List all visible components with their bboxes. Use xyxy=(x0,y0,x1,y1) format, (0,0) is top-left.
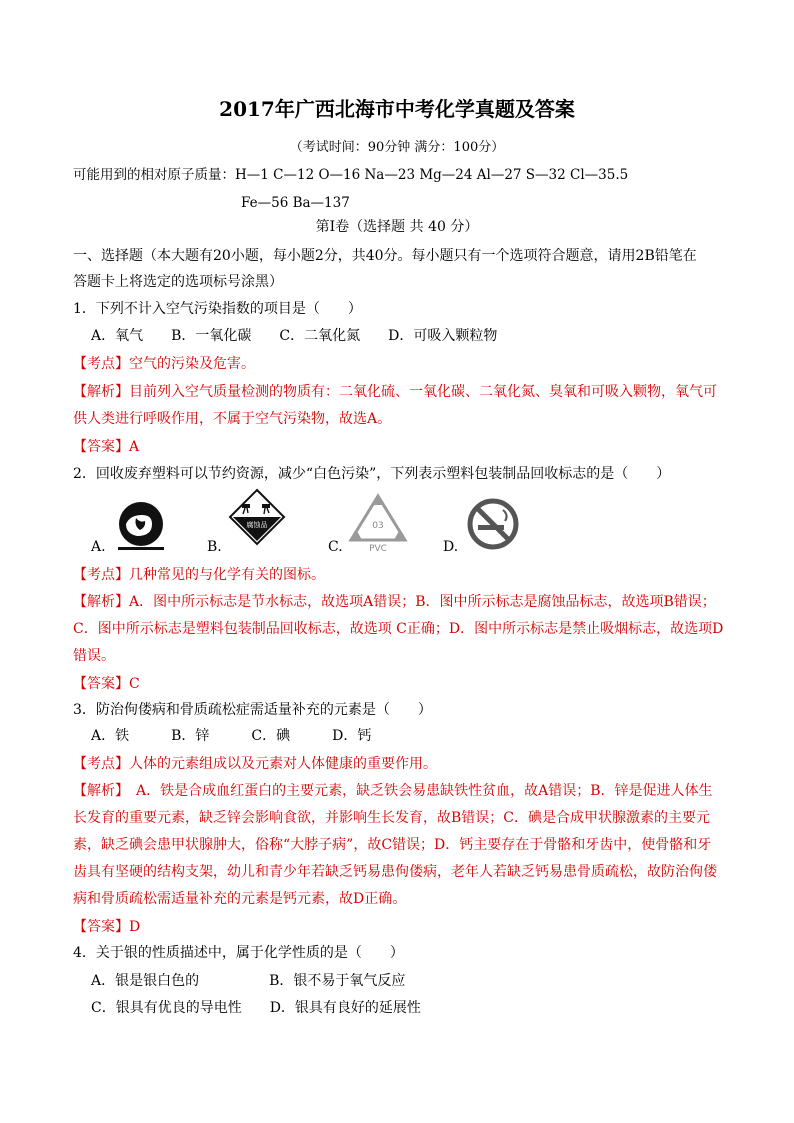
q3-jiexi-line-2: 长发育的重要元素，缺乏锌会影响食欲，并影响生长发育，故B错误；C．碘是合成甲状腺激素的主要元 xyxy=(73,810,710,826)
q4-options-line-2: C．银具有优良的导电性 D．银具有良好的延展性 xyxy=(91,1000,421,1016)
q3-jiexi-line-5: 病和骨质疏松需适量补充的元素是钙元素，故D正确。 xyxy=(73,891,407,907)
q3-answer: 【答案】D xyxy=(73,919,141,935)
pvc-sign-text: PVC xyxy=(369,544,387,554)
q1-jiexi-line-2: 供人类进行呼吸作用，不属于空气污染物，故选A。 xyxy=(73,411,392,427)
q2-stem: 2．回收废弃塑料可以节约资源，减少“白色污染”，下列表示塑料包装制品回收标志的是（ ） xyxy=(73,466,671,482)
corrosive-sign-text: 腐蚀品 xyxy=(246,521,268,529)
q3-jiexi-line-4: 齿具有坚硬的结构支架，幼儿和青少年若缺乏钙易患佝偻病，老年人若缺乏钙易患骨质疏松，故防治佝偻 xyxy=(73,864,717,880)
section-instruction-line-2: 答题卡上将选定的选项标号涂黑） xyxy=(73,274,283,290)
q3-jiexi-line-1: 【解析】 A．铁是合成血红蛋白的主要元素，缺乏铁会易患缺铁性贫血，故A错误；B．锌是促进人体生 xyxy=(73,783,713,799)
exam-info: （考试时间：90分钟 满分：100分） xyxy=(289,140,505,155)
pvc-sign-number: 03 xyxy=(372,521,384,531)
q3-stem: 3．防治佝偻病和骨质疏松症需适量补充的元素是（ ） xyxy=(73,702,432,718)
section-instruction-line-1: 一、选择题（本大题有20小题，每小题2分，共40分。每小题只有一个选项符合题意，请用2B铅笔在 xyxy=(73,248,697,264)
water-saving-sign-icon xyxy=(112,500,170,552)
q2-kaodian: 【考点】几种常见的与化学有关的图标。 xyxy=(73,567,325,583)
page-title: 2017年广西北海市中考化学真题及答案 xyxy=(219,97,575,121)
pvc-recycling-sign-icon xyxy=(345,490,411,554)
q3-kaodian: 【考点】人体的元素组成以及元素对人体健康的重要作用。 xyxy=(73,756,437,772)
q2-option-d-label: D. xyxy=(443,539,459,555)
atomic-mass-line-2: Fe—56 Ba—137 xyxy=(241,195,350,211)
atomic-mass-line-1: 可能用到的相对原子质量：H—1 C—12 O—16 Na—23 Mg—24 Al—27 S—32 Cl—35.5 xyxy=(73,167,629,183)
q1-kaodian: 【考点】空气的污染及危害。 xyxy=(73,356,255,372)
volume-title: 第Ⅰ卷（选择题 共 40 分） xyxy=(315,219,479,235)
corrosive-sign-icon xyxy=(228,488,286,548)
q2-option-c-label: C. xyxy=(328,539,343,555)
q2-jiexi-line-1: 【解析】A．图中所示标志是节水标志，故选项A错误；B．图中所示标志是腐蚀品标志，故选项B错误； xyxy=(73,594,716,610)
q1-stem: 1．下列不计入空气污染指数的项目是（ ） xyxy=(73,301,362,317)
q1-jiexi-line-1: 【解析】目前列入空气质量检测的物质有：二氧化硫、一氧化碳、二氧化氮、臭氧和可吸入颗物，氧气可 xyxy=(73,384,717,400)
q2-jiexi-line-2: C．图中所示标志是塑料包装制品回收标志，故选项 C正确；D．图中所示标志是禁止吸烟标志，故选项D xyxy=(73,621,724,637)
q2-jiexi-line-3: 错误。 xyxy=(73,648,115,664)
no-smoking-sign-icon xyxy=(465,497,521,551)
q1-options: A．氧气 B．一氧化碳 C．二氧化氮 D．可吸入颗粒物 xyxy=(91,328,498,344)
q1-answer: 【答案】A xyxy=(73,439,140,455)
q4-options-line-1: A．银是银白色的 B．银不易于氧气反应 xyxy=(91,973,406,989)
q2-option-b-label: B. xyxy=(207,539,222,555)
q3-jiexi-line-3: 素，缺乏碘会患甲状腺肿大，俗称“大脖子病”，故C错误；D．钙主要存在于骨骼和牙齿中，使骨骼和牙 xyxy=(73,837,712,853)
q2-option-a-label: A. xyxy=(91,539,106,555)
q3-options: A．铁 B．锌 C．碘 D．钙 xyxy=(91,728,372,744)
q4-stem: 4．关于银的性质描述中，属于化学性质的是（ ） xyxy=(73,945,404,961)
q2-answer: 【答案】C xyxy=(73,676,140,692)
